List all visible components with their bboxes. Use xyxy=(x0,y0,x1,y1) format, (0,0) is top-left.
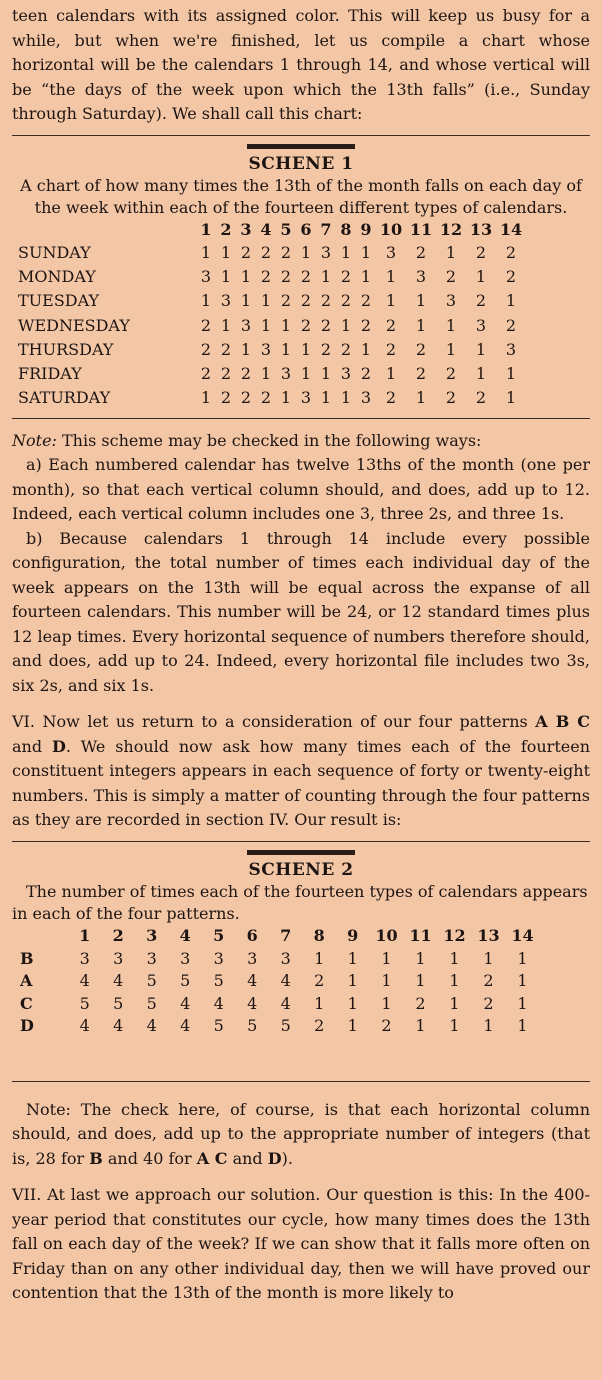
count-cell: 2 xyxy=(385,315,397,335)
count-cell: 1 xyxy=(260,291,272,311)
count-cell: 2 xyxy=(415,993,426,1013)
count-cell: 3 xyxy=(113,948,124,968)
calendar-column-header: 7 xyxy=(320,220,332,239)
title-bar xyxy=(247,850,355,855)
count-cell: 3 xyxy=(200,267,212,287)
count-cell: 1 xyxy=(347,971,358,991)
count-cell: 2 xyxy=(445,364,457,384)
day-label: MONDAY xyxy=(18,267,96,287)
table-row xyxy=(20,969,540,992)
count-cell: 2 xyxy=(320,315,332,335)
pattern-label: C xyxy=(20,993,33,1013)
calendar-column-header: 3 xyxy=(146,926,158,946)
table-row xyxy=(18,289,526,313)
count-cell: 2 xyxy=(360,315,372,335)
note1-line: This scheme may be checked in the following ways: xyxy=(56,430,482,450)
count-cell: 2 xyxy=(415,364,427,384)
count-cell: 1 xyxy=(340,315,352,335)
count-cell: 1 xyxy=(449,993,460,1013)
count-cell: 1 xyxy=(505,388,517,408)
count-cell: 3 xyxy=(360,388,372,408)
count-cell: 2 xyxy=(320,291,332,311)
count-cell: 5 xyxy=(79,993,90,1013)
count-cell: 2 xyxy=(505,267,517,287)
calendar-column-header: 2 xyxy=(220,220,232,239)
section6-paragraph xyxy=(12,710,590,833)
divider xyxy=(12,135,590,136)
count-cell: 1 xyxy=(449,948,460,968)
count-cell: 2 xyxy=(385,388,397,408)
count-cell: 2 xyxy=(300,267,312,287)
count-cell: 5 xyxy=(280,1016,291,1036)
count-cell: 4 xyxy=(213,993,224,1013)
count-cell: 1 xyxy=(240,291,252,311)
table-row xyxy=(18,361,526,385)
count-cell: 2 xyxy=(360,291,372,311)
count-cell: 2 xyxy=(240,243,252,263)
count-cell: 1 xyxy=(475,267,487,287)
count-cell: 3 xyxy=(385,243,397,263)
calendar-column-header: 9 xyxy=(360,220,372,239)
count-cell: 2 xyxy=(415,339,427,359)
calendar-column-header: 11 xyxy=(409,926,432,946)
divider xyxy=(12,1081,590,1082)
note1-label: Note: xyxy=(12,430,57,450)
count-cell: 2 xyxy=(340,339,352,359)
count-cell: 1 xyxy=(260,315,272,335)
count-cell: 1 xyxy=(483,948,494,968)
section6-text: . We should now ask how many times each of the fourteen constituent integers appears in each sequence of forty or twenty-eight numbers. This is simply a matter of counting through the four patterns as they are recorded in section IV. Our result is: xyxy=(12,736,591,830)
count-cell: 2 xyxy=(445,388,457,408)
count-cell: 1 xyxy=(415,971,426,991)
count-cell: 1 xyxy=(449,1016,460,1036)
count-cell: 2 xyxy=(300,291,312,311)
count-cell: 1 xyxy=(385,364,397,384)
scheme2-title: SCHENE 2 xyxy=(248,859,354,880)
count-cell: 1 xyxy=(381,971,392,991)
count-cell: 1 xyxy=(415,315,427,335)
count-cell: 4 xyxy=(113,1016,124,1036)
count-cell: 5 xyxy=(146,993,157,1013)
count-cell: 2 xyxy=(385,339,397,359)
scheme1-header-row xyxy=(18,219,526,241)
count-cell: 1 xyxy=(381,993,392,1013)
day-label: TUESDAY xyxy=(18,291,100,311)
scheme1-title: SCHENE 1 xyxy=(248,153,354,174)
calendar-column-header: 10 xyxy=(379,220,403,239)
section6-text: and xyxy=(12,736,52,756)
calendar-column-header: 1 xyxy=(79,926,91,946)
calendar-column-header: 9 xyxy=(347,926,359,946)
count-cell: 2 xyxy=(220,388,232,408)
note1-b: b) Because calendars 1 through 14 include every possible configuration, the total number of times each individual day of the week appears on the 13th will be equal across the expanse of all fourteen calendars. This number will be 24, or 12 standard times plus 12 leap times. Every horizontal sequence of numbers therefore should, and does, add up to 24. Indeed, every horizontal file includes two 3s, six 2s, and six 1s. xyxy=(12,528,590,695)
count-cell: 4 xyxy=(280,971,291,991)
divider xyxy=(12,841,590,842)
table-row xyxy=(18,265,526,289)
note2-text: and 40 for xyxy=(102,1148,197,1168)
count-cell: 3 xyxy=(220,291,232,311)
count-cell: 2 xyxy=(260,243,272,263)
count-cell: 1 xyxy=(360,339,372,359)
count-cell: 1 xyxy=(505,291,517,311)
table-row xyxy=(20,992,540,1015)
count-cell: 2 xyxy=(280,291,292,311)
table-row xyxy=(20,947,540,970)
count-cell: 2 xyxy=(260,267,272,287)
count-cell: 3 xyxy=(475,315,487,335)
count-cell: 1 xyxy=(385,267,397,287)
calendar-column-header: 10 xyxy=(375,926,398,946)
count-cell: 4 xyxy=(79,1016,90,1036)
calendar-column-header: 4 xyxy=(179,926,191,946)
count-cell: 3 xyxy=(146,948,157,968)
count-cell: 2 xyxy=(200,315,212,335)
table-row xyxy=(18,313,526,337)
count-cell: 1 xyxy=(200,388,212,408)
count-cell: 1 xyxy=(340,388,352,408)
count-cell: 2 xyxy=(483,971,494,991)
count-cell: 4 xyxy=(79,971,90,991)
day-label: SATURDAY xyxy=(18,388,111,408)
count-cell: 3 xyxy=(340,364,352,384)
count-cell: 2 xyxy=(381,1016,392,1036)
calendar-column-header: 12 xyxy=(439,220,463,239)
count-cell: 1 xyxy=(360,267,372,287)
count-cell: 1 xyxy=(475,364,487,384)
calendar-column-header: 14 xyxy=(511,926,534,946)
title-bar xyxy=(247,144,355,149)
count-cell: 5 xyxy=(146,971,157,991)
count-cell: 1 xyxy=(200,243,212,263)
pattern-label: D xyxy=(51,736,66,756)
count-cell: 1 xyxy=(385,291,397,311)
count-cell: 1 xyxy=(517,948,528,968)
calendar-column-header: 1 xyxy=(200,220,212,239)
calendar-column-header: 3 xyxy=(240,220,252,239)
count-cell: 1 xyxy=(445,315,457,335)
count-cell: 2 xyxy=(415,243,427,263)
count-cell: 2 xyxy=(445,267,457,287)
count-cell: 1 xyxy=(340,243,352,263)
calendar-column-header: 7 xyxy=(280,926,292,946)
count-cell: 4 xyxy=(113,971,124,991)
count-cell: 3 xyxy=(415,267,427,287)
count-cell: 2 xyxy=(220,339,232,359)
count-cell: 2 xyxy=(240,364,252,384)
count-cell: 1 xyxy=(260,364,272,384)
pattern-label: A C xyxy=(196,1148,228,1168)
section6-text: VI. Now let us return to a consideration of our four patterns xyxy=(12,712,536,732)
count-cell: 2 xyxy=(240,388,252,408)
count-cell: 1 xyxy=(449,971,460,991)
count-cell: 1 xyxy=(475,339,487,359)
intro-paragraph: teen calendars with its assigned color. This will keep us busy for a while, but when we're finished, let us compile a chart whose horizontal will be the calendars 1 through 14, and whose vertical will be “the days of the week upon which the 13th falls” (i.e., Sunday through Saturday). We shall call this chart: xyxy=(12,6,590,123)
note1-intro xyxy=(12,429,590,454)
count-cell: 3 xyxy=(300,388,312,408)
count-cell: 1 xyxy=(314,948,325,968)
count-cell: 1 xyxy=(360,243,372,263)
pattern-label: B xyxy=(20,948,34,968)
count-cell: 2 xyxy=(483,993,494,1013)
count-cell: 3 xyxy=(247,948,258,968)
count-cell: 1 xyxy=(415,291,427,311)
calendar-column-header: 5 xyxy=(213,926,225,946)
count-cell: 1 xyxy=(517,971,528,991)
pattern-label: A xyxy=(20,971,33,991)
count-cell: 1 xyxy=(445,243,457,263)
count-cell: 2 xyxy=(200,364,212,384)
day-label: WEDNESDAY xyxy=(18,315,130,335)
count-cell: 2 xyxy=(314,1016,325,1036)
table-row xyxy=(18,386,526,410)
count-cell: 1 xyxy=(505,364,517,384)
count-cell: 1 xyxy=(483,1016,494,1036)
count-cell: 1 xyxy=(347,993,358,1013)
pattern-label: A B C xyxy=(535,712,591,732)
note2-text: Note: The check here, of course, is that each horizontal column should, and does, add up to the appropriate number of integers (that is, 28 for xyxy=(12,1099,590,1168)
count-cell: 3 xyxy=(213,948,224,968)
scheme2-table xyxy=(20,925,540,1037)
count-cell: 1 xyxy=(415,948,426,968)
section7-paragraph: VII. At last we approach our solution. Our question is this: In the 400-year period that constitutes our cycle, how many times does the 13th fall on each day of the week? If we can show that it falls more often on Friday than on any other individual day, then we will have proved our contention that the 13th of the month is more likely to xyxy=(12,1185,590,1303)
count-cell: 1 xyxy=(220,243,232,263)
count-cell: 1 xyxy=(320,267,332,287)
count-cell: 1 xyxy=(280,339,292,359)
scheme2-caption: The number of times each of the fourteen types of calendars appears in each of the four patterns. xyxy=(12,881,588,923)
divider xyxy=(12,418,590,419)
count-cell: 1 xyxy=(220,315,232,335)
calendar-column-header: 2 xyxy=(112,926,124,946)
count-cell: 4 xyxy=(180,993,191,1013)
count-cell: 2 xyxy=(280,243,292,263)
count-cell: 5 xyxy=(247,1016,258,1036)
count-cell: 1 xyxy=(280,315,292,335)
day-label: SUNDAY xyxy=(18,243,91,263)
count-cell: 4 xyxy=(180,1016,191,1036)
calendar-column-header: 8 xyxy=(313,926,325,946)
count-cell: 2 xyxy=(505,243,517,263)
count-cell: 1 xyxy=(320,388,332,408)
note2-text: and xyxy=(227,1148,268,1168)
count-cell: 1 xyxy=(415,388,427,408)
calendar-column-header: 11 xyxy=(409,220,433,239)
scheme1-table xyxy=(18,219,526,410)
count-cell: 4 xyxy=(280,993,291,1013)
count-cell: 2 xyxy=(475,388,487,408)
count-cell: 1 xyxy=(300,364,312,384)
table-row xyxy=(20,1014,540,1037)
count-cell: 2 xyxy=(340,267,352,287)
count-cell: 1 xyxy=(517,993,528,1013)
count-cell: 2 xyxy=(200,339,212,359)
calendar-column-header: 13 xyxy=(477,926,500,946)
count-cell: 5 xyxy=(180,971,191,991)
count-cell: 1 xyxy=(320,364,332,384)
count-cell: 2 xyxy=(360,364,372,384)
calendar-column-header: 5 xyxy=(280,220,292,239)
count-cell: 4 xyxy=(247,971,258,991)
note1-a: a) Each numbered calendar has twelve 13ths of the month (one per month), so that each vertical column should, and does, add up to 12. Indeed, each vertical column includes one 3, three 2s, and three 1s. xyxy=(12,455,590,524)
count-cell: 3 xyxy=(260,339,272,359)
count-cell: 2 xyxy=(314,971,325,991)
table-row xyxy=(18,241,526,265)
count-cell: 1 xyxy=(300,339,312,359)
pattern-label: D xyxy=(267,1148,282,1168)
calendar-column-header: 6 xyxy=(300,220,312,239)
day-label: FRIDAY xyxy=(18,364,82,384)
note2-text: ). xyxy=(281,1148,293,1168)
count-cell: 3 xyxy=(280,364,292,384)
pattern-label: D xyxy=(20,1016,34,1036)
count-cell: 2 xyxy=(320,339,332,359)
count-cell: 1 xyxy=(415,1016,426,1036)
count-cell: 3 xyxy=(180,948,191,968)
calendar-column-header: 8 xyxy=(340,220,352,239)
article-page xyxy=(0,4,602,1380)
count-cell: 3 xyxy=(79,948,90,968)
calendar-column-header: 4 xyxy=(260,220,272,239)
count-cell: 1 xyxy=(314,993,325,1013)
count-cell: 1 xyxy=(381,948,392,968)
count-cell: 2 xyxy=(280,267,292,287)
count-cell: 5 xyxy=(213,971,224,991)
count-cell: 2 xyxy=(340,291,352,311)
count-cell: 1 xyxy=(200,291,212,311)
count-cell: 1 xyxy=(300,243,312,263)
count-cell: 3 xyxy=(445,291,457,311)
table-row xyxy=(18,337,526,361)
day-label: THURSDAY xyxy=(18,339,114,359)
note2-paragraph xyxy=(12,1098,590,1172)
count-cell: 3 xyxy=(240,315,252,335)
count-cell: 3 xyxy=(280,948,291,968)
calendar-column-header: 14 xyxy=(499,220,523,239)
count-cell: 4 xyxy=(247,993,258,1013)
count-cell: 2 xyxy=(505,315,517,335)
calendar-column-header: 12 xyxy=(443,926,466,946)
calendar-column-header: 13 xyxy=(469,220,493,239)
count-cell: 3 xyxy=(320,243,332,263)
count-cell: 1 xyxy=(517,1016,528,1036)
count-cell: 3 xyxy=(505,339,517,359)
count-cell: 1 xyxy=(445,339,457,359)
count-cell: 2 xyxy=(300,315,312,335)
count-cell: 1 xyxy=(240,339,252,359)
count-cell: 1 xyxy=(240,267,252,287)
count-cell: 1 xyxy=(347,948,358,968)
count-cell: 2 xyxy=(220,364,232,384)
count-cell: 5 xyxy=(213,1016,224,1036)
count-cell: 1 xyxy=(280,388,292,408)
calendar-column-header: 6 xyxy=(246,926,258,946)
count-cell: 1 xyxy=(347,1016,358,1036)
scheme2-header-row xyxy=(20,925,540,947)
count-cell: 2 xyxy=(475,243,487,263)
count-cell: 2 xyxy=(260,388,272,408)
count-cell: 1 xyxy=(220,267,232,287)
scheme1-caption: A chart of how many times the 13th of the month falls on each day of the week within each of the fourteen different types of calendars. xyxy=(20,175,582,217)
pattern-label: B xyxy=(89,1148,103,1168)
spacer xyxy=(12,1037,590,1081)
count-cell: 5 xyxy=(113,993,124,1013)
count-cell: 2 xyxy=(475,291,487,311)
count-cell: 4 xyxy=(146,1016,157,1036)
